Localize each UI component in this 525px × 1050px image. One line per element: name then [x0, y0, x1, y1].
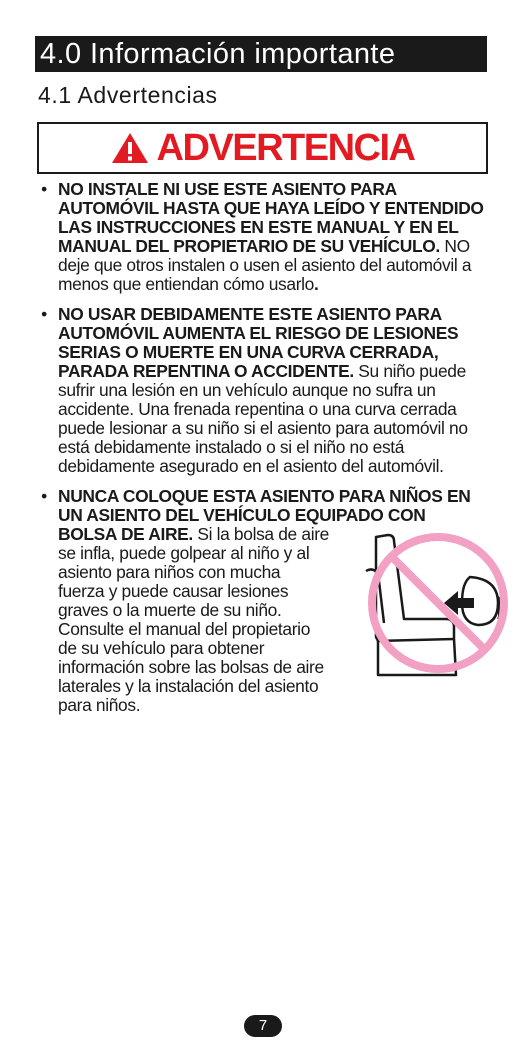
warning-item — [38, 180, 488, 294]
warning-bold-text: NO USAR DEBIDAMENTE ESTE ASIENTO PARA AUTOMÓVIL AUMENTA EL RIESGO DE LESIONES SERIAS O MUERTE EN UNA CURVA CERRADA, PARADA REPENTINA O ACCIDENTE. — [58, 304, 459, 381]
warning-bold-text: BOLSA DE AIRE. — [58, 524, 193, 544]
warning-title: ADVERTENCIA — [156, 127, 415, 169]
warning-period: . — [313, 274, 319, 294]
bullet: • — [41, 486, 47, 506]
section-title: 4.0 Información importante — [35, 36, 487, 72]
warning-paragraph — [58, 305, 488, 476]
warning-item — [38, 305, 488, 476]
bullet: • — [41, 304, 47, 324]
subsection-title: 4.1 Advertencias — [38, 82, 218, 108]
airbag-warning — [58, 525, 488, 715]
bullet: • — [41, 179, 47, 199]
warning-bold-text: NO INSTALE NI USE ESTE ASIENTO PARA AUTOMÓVIL HASTA QUE HAYA LEÍDO Y ENTENDIDO LAS INSTRUCCIONES EN ESTE MANUAL Y EN EL MANUAL DEL PROPIETARIO DE SU VEHÍCULO. — [58, 179, 484, 256]
warning-body-text: Su niño puede sufrir una lesión en un vehículo aunque no sufra un accidente. Una frenada repentina o una curva cerrada puede lesionar a su niño si el asiento para automóvil no está debidamente instalado o si el niño no está debidamente asegurado en el asiento del automóvil. — [58, 361, 468, 476]
warning-paragraph — [58, 180, 488, 294]
no-airbag-seat-icon — [358, 527, 508, 685]
warning-paragraph — [58, 525, 330, 715]
warning-banner — [37, 122, 488, 174]
warning-bold-lead: NUNCA COLOQUE ESTA ASIENTO PARA NIÑOS EN UN ASIENTO DEL VEHÍCULO EQUIPADO CON — [58, 486, 471, 525]
warning-item — [38, 487, 488, 715]
warning-heading — [111, 128, 415, 168]
warning-body-text: NO deje que otros instalen o usen el asiento del automóvil a menos que entiendan cómo usarlo — [58, 236, 472, 294]
warning-body-text: Si la bolsa de aire se infla, puede golpear al niño y al asiento para niños con mucha fuerza y puede causar lesiones graves o la muerte de su niño. Consulte el manual del propietario de su vehículo para obtener información sobre las bolsas de aire laterales y la instalación del asiento para niños. — [58, 524, 329, 715]
page-number: 7 — [244, 1015, 282, 1037]
warnings-list — [38, 180, 488, 726]
warning-triangle-icon — [111, 131, 149, 165]
